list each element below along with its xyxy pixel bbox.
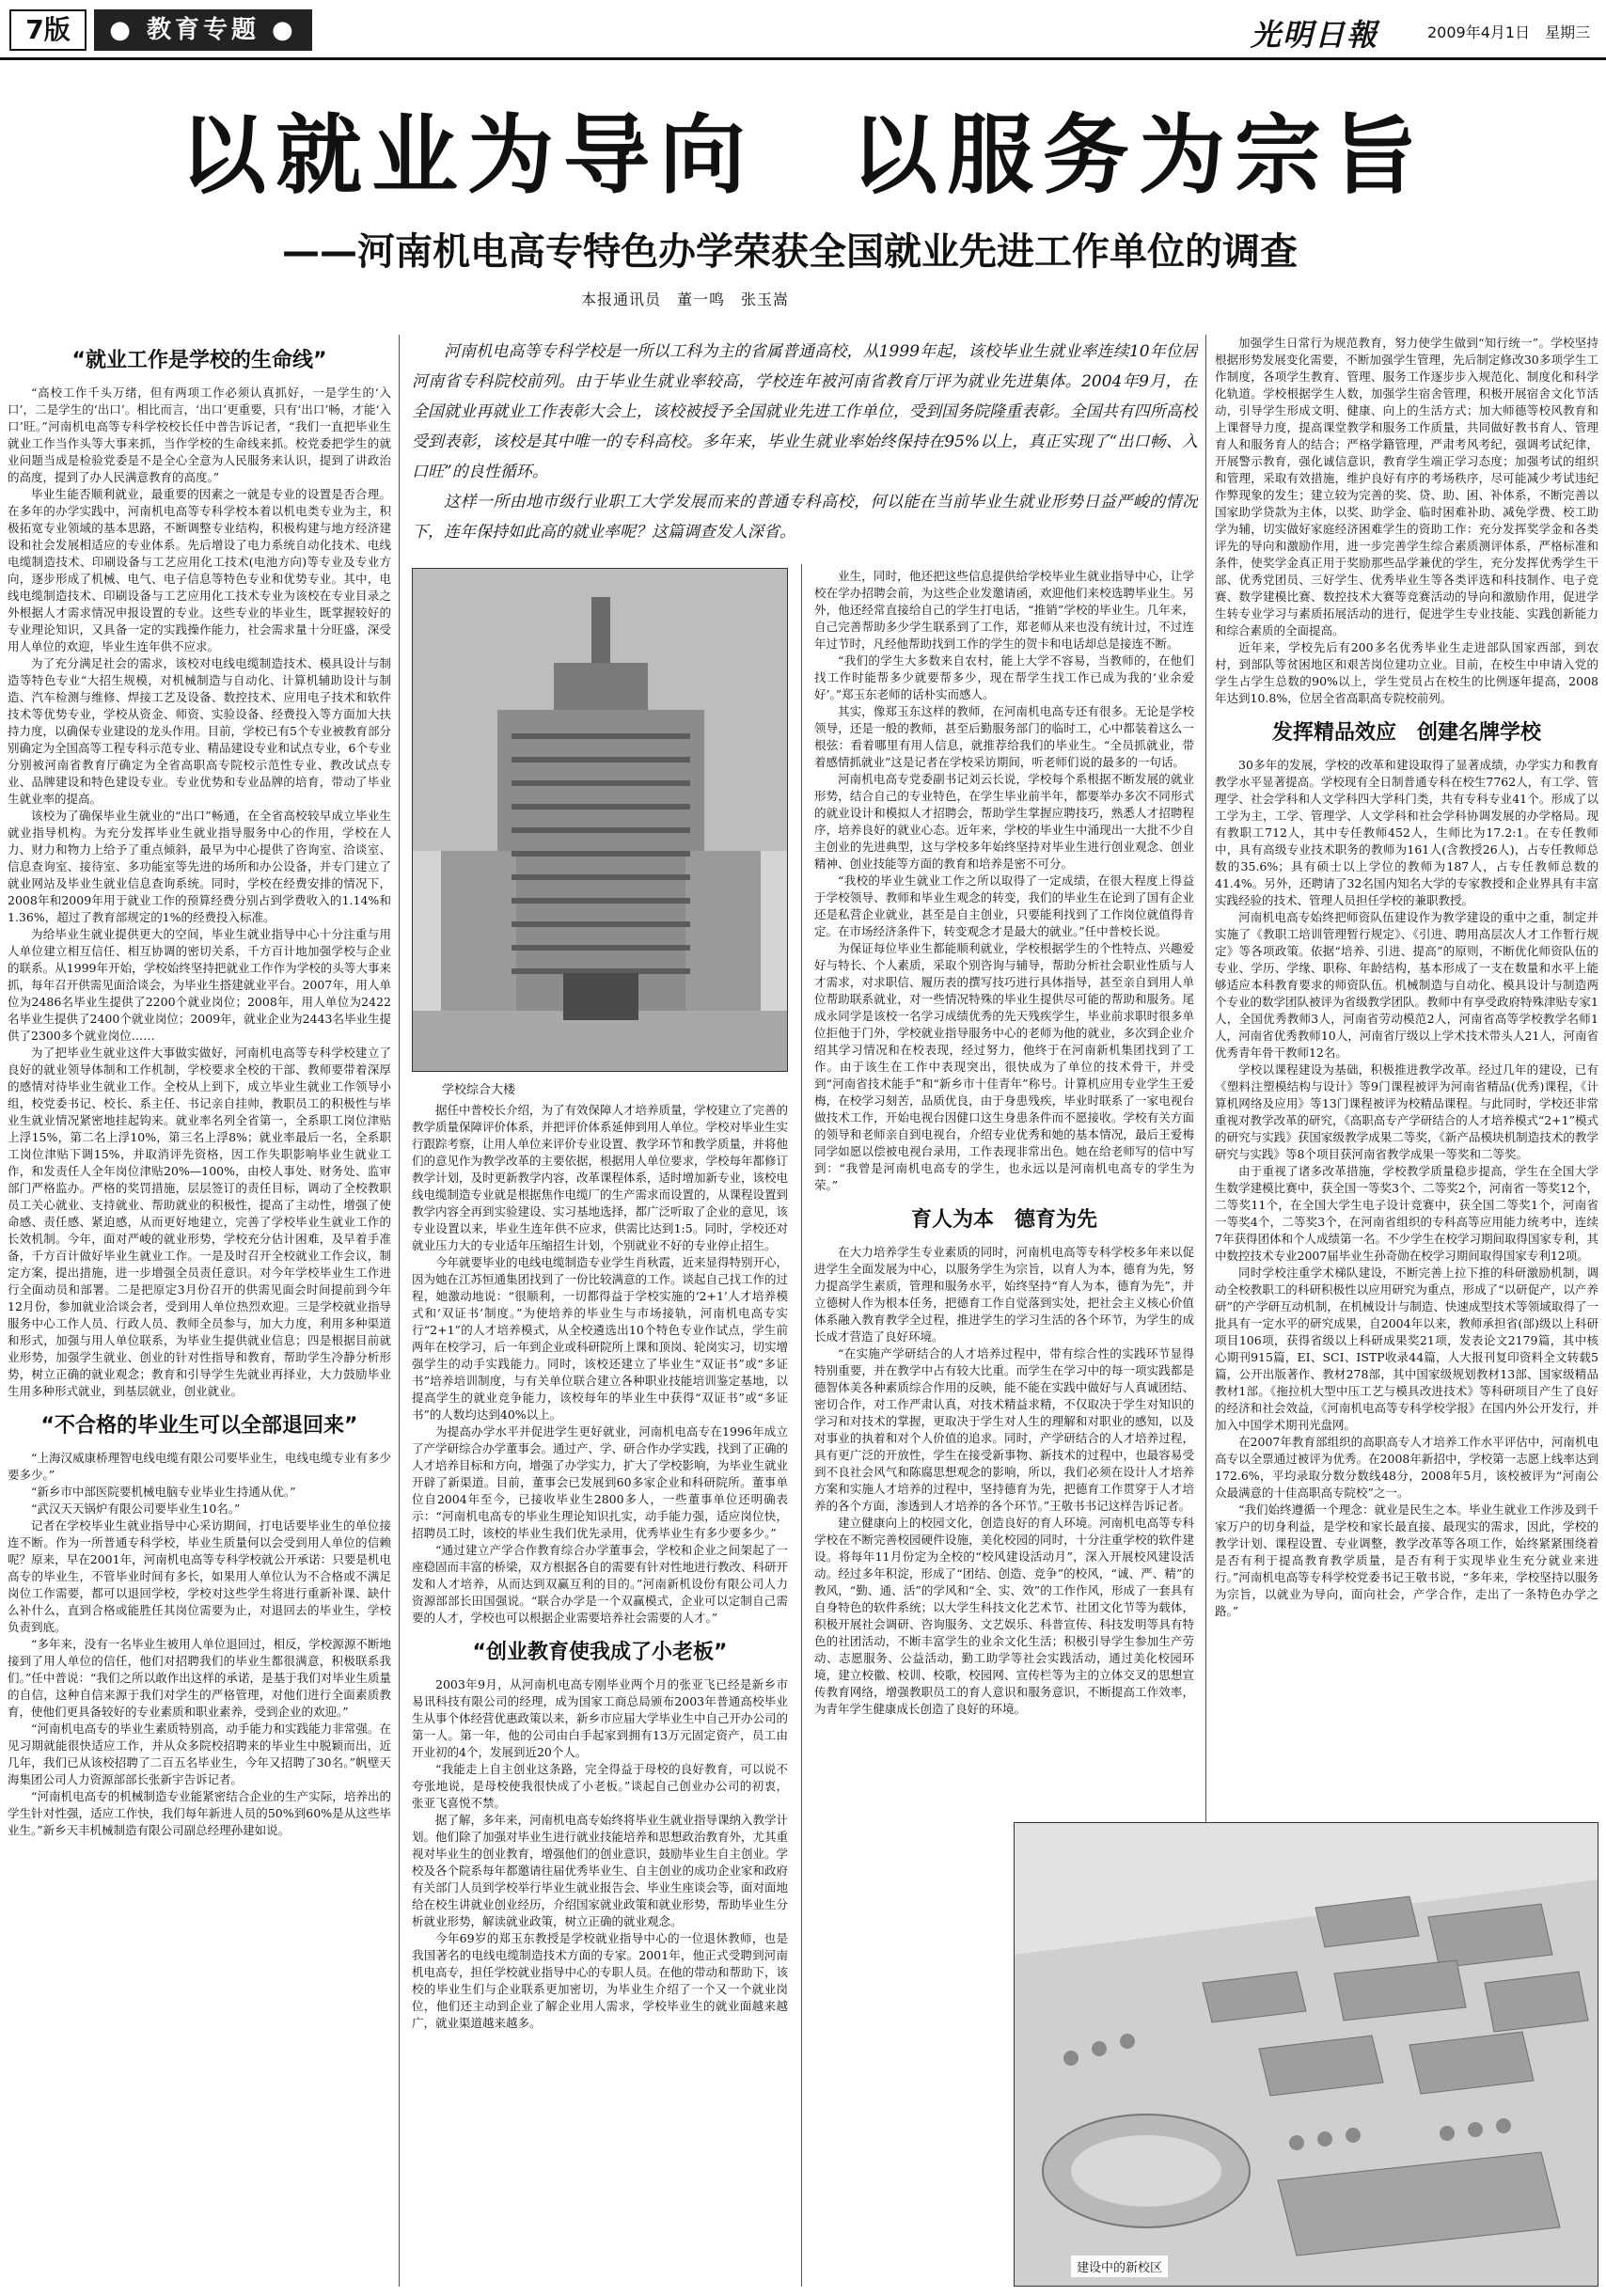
paragraph: “高校工作千头万绪，但有两项工作必须认真抓好，一是学生的‘入口’，二是学生的‘出口’。相比而言，‘出口’更重要，只有‘出口’畅，才能‘入口’旺。”河南机电高等专科学校校长任中普告诉记者，“我们一直把毕业生就业工作当作头等大事来抓，当作学校的生命线来抓。校党委把学生的就业问题当成是检验党委是不是全心全意为人民服务来认识，提到了讲政治的高度，提到了办人民满意教育的高度。”	[8, 385, 391, 484]
paragraph: 河南机电高专党委副书记刘云长说，学校每个系根据不断发展的就业形势，结合自己的专业特色，在学生毕业前半年，都要举办多次不同形式的就业设计和模拟人才招聘会，帮助学生掌握应聘技巧，熟悉人才招聘程序，培养良好的就业心态。近年来，学校的毕业生中涌现出一大批不少自主创业的先进典型，这与学校多年始终坚持对毕业生进行创业观念、创业精神、创业技能等方面的教育和培养是密不可分。	[814, 772, 1194, 871]
paragraph: 2003年9月，从河南机电高专刚毕业两个月的张亚飞已经是新乡市易讯科技有限公司的经理，成为国家工商总局颁布2003年普通高校毕业生从事个体经营优惠政策以来，新乡市应届大学毕业生中自己开办公司的第一人。第一年，他的公司由白手起家到拥有13万元固定资产，员工由开业初的4个，发展到近20个人。	[412, 1677, 788, 1759]
paragraph: 今年就要毕业的电线电缆制造专业学生肖秋霞，近来显得特别开心，因为她在江苏恒通集团找到了一份比较满意的工作。谈起自己找工作的过程，她激动地说：“很顺利，一切都得益于学校实施的‘2+1’人才培养模式和‘双证书’制度。”为使培养的毕业生与市场接轨，河南机电高专实行“2+1”的人才培养模式，从全校遴选出10个特色专业作试点，学生前两年在校学习，后一年到企业或科研院所上课和顶岗、轮岗实习，切实增强学生的动手实践能力。同时，该校还建立了毕业生“双证书”或“多证书”培养培训制度，与有关单位联合建立各种职业技能培训鉴定基地，以提高学生的就业竞争能力，该校每年的毕业生中获得“双证书”或“多证书”的人数均达到40%以上。	[412, 1255, 788, 1422]
column-divider	[801, 564, 802, 2287]
masthead	[0, 0, 1606, 60]
paragraph: 在大力培养学生专业素质的同时，河南机电高等专科学校多年来以促进学生全面发展为中心，以服务学生为宗旨，以育人为本，德育为先，努力提高学生素质，管理和服务水平，始终坚持“育人为本，德育为先”，并立德树人作为根本任务，把德育工作自觉落到实处，把社会主义核心价值体系融入教育教学全过程，推进学生的学习生活的各个环节，为学生的成长成才营造了良好环境。	[814, 1245, 1194, 1344]
paragraph: “多年来，没有一名毕业生被用人单位退回过，相反，学校源源不断地接到了用人单位的信任，他们对招聘我们的毕业生都很满意，积极联系我们。”任中普说：“我们之所以敢作出这样的承诺，是基于我们对毕业生质量的自信，这种自信来源于我们对学生的严格管理，对他们进行全面素质教育，使他们更具备较好的专业素质和职业素养，受到企业的欢迎。”	[8, 1637, 391, 1719]
paragraph: 业生，同时，他还把这些信息提供给学校毕业生就业指导中心，让学校在学办招聘会前，为这些企业发邀请函，欢迎他们来校选聘毕业生。另外，他还经常直接给自己的学生打电话，“推销”学校的毕业生。几年来，自己完善帮助多少学生联系到了工作，郑老师从来也没有统计过，不过连年过节时，凡经他帮助找到工作的学生的贺卡和电话却总是接连不断。	[814, 569, 1194, 651]
paragraph: 在2007年教育部组织的高职高专人才培养工作水平评估中，河南机电高专以全票通过被评为优秀。在2008年新招中，学校第一志愿上线率达到172.6%，平均录取分数分数线48分，2008年5月，该校被评为“河南公众最满意的十佳高职高专院校”之一。	[1215, 1435, 1598, 1500]
paragraph: “新乡市中部医院要机械电脑专业毕业生持通从优。”	[31, 1485, 296, 1499]
paragraph: 其实，像郑玉东这样的教师，在河南机电高专还有很多。无论是学校领导，还是一般的教师，甚至后勤服务部门的临时工，心中都装着这么一根弦：看着哪里有用人信息，就推荐给我们的毕业生。“全员抓就业，带着感情抓就业”这是记者在学校采访期间，听老师们说的最多的一句话。	[814, 704, 1194, 769]
paragraph: 该校为了确保毕业生就业的“出口”畅通，在全省高校较早成立毕业生就业指导机构。为充分发挥毕业生就业指导服务中心的作用，学校在人力、财力和物力上给予了重点倾斜，最早为中心提供了咨询室、洽谈室、信息查询室、接待室、多功能室等先进的场所和办公设备，并专门建立了就业网站及毕业生就业信息查询系统。同时，学校在经费安排的情况下，2008年和2009年用于就业工作的预算经费分别占到学费收入的1.14%和1.36%，超过了教育部规定的1%的经费投入标准。	[8, 809, 391, 924]
paragraph: 为保证每位毕业生都能顺利就业，学校根据学生的个性特点、兴趣爱好与特长、个人素质，采取个别咨询与辅导，帮助分析社会职业性质与人才需求，对求职信、履历表的撰写技巧进行具体指导，甚至亲自到用人单位帮助联系就业，对一些情况特殊的毕业生提供尽可能的帮助和服务。尾成永同学是该校一名学习成绩优秀的先天残疾学生，毕业前求职时很多单位拒他于门外，学校就业指导服务中心的老师为他的就业，多次到企业介绍其学习情况和在校表现，经过努力，他终于在河南新机集团找到了工作。由于该生在工作中表现突出，很快成为了单位的技术骨干，并受到“河南省技术能手”和“新乡市十佳青年”称号。计算机应用专业学生王爱梅，在校学习刻苦，品质优良，由于身患残疾，毕业时联系了一家电视台做技术工作，开始电视台因健口这生身患条件而不愿接收。学校有关方面的领导和老师亲自到电视台，介绍专业优秀和她的基本情况，最后王爱梅同学如愿以偿被电视台录用，工作表现非常出色。她在给老师写的信中写到：“我曾是河南机电高专的学生，也永远以是河南机电高专的学生为荣。”	[814, 941, 1194, 1192]
paragraph: 加强学生日常行为规范教育，努力使学生做到“知行统一”。学校坚持根据形势发展变化需要，不断加强学生管理，先后制定修改30多项学生工作制度，各项学生教育、管理、服务工作逐步步入规范化、制度化和科学化轨道。学校根据学生人数，加强学生宿舍管理，积极开展宿舍文化节活动，引导学生形成文明、健康、向上的生活方式；加大师德等校风教育和上课督导力度，提高课堂教学和服务工作质量，共同做好教书育人、管理育人和服务育人的结合；严格学籍管理，严肃考风考纪，强调考试纪律，开展警示教育，强化诚信意识，教育学生端正学习态度；加强考试的组织和管理，采取有效措施，维护良好有序的考场秩序，尽可能减少考试违纪作弊现象的发生；建立较为完善的奖、贷、助、困、补体系，不断完善以国家助学贷款为主体，以奖、助学金、临时困难补助、减免学费、校工助学为辅，切实做好家庭经济困难学生的资助工作：充分发挥奖学金和各类评先的导向和激励作用，进一步完善学生综合素质测评体系，严格标准和条件，使奖学金真正用于奖励那些品学兼优的学生，充分发挥优秀学生干部、优秀党团员、三好学生、优秀毕业生等各类评选和科技制作、电子竞赛、数学建模比赛、数控技术大赛等竞赛活动的导向和激励作用，促进学生转专业学习与素质拓展活动的进行，促进学生专业技能、实践创新能力和综合素质的全面提高。	[1215, 336, 1598, 637]
photo-caption: 建设中的新校区	[1071, 2256, 1168, 2277]
paragraph: “武汉天天锅炉有限公司要毕业生10名。”	[31, 1502, 241, 1516]
paragraph: “河南机电高专的机械制造专业能紧密结合企业的生产实际，培养出的学生针对性强，适应工作快，我们每年新进人员的50%到60%是从这些毕业生。”新乡天丰机械制造有限公司副总经理孙建如说。	[8, 1789, 391, 1837]
paragraph: “在实施产学研结合的人才培养过程中，带有综合性的实践环节显得特别重要，并在教学中占有较大比重。而学生在学习中的每一项实践都是德智体美各种素质综合作用的反映，能不能在实践中做好与人真诚团结、密切合作，对工作严肃认真，对技术精益求精，不仅取决于学生对知识的学习和对技术的掌握，更取决于学生对人生的理解和对职业的感知，以及对事业的执着和对个人价值的追求。同时，产学研结合的人才培养过程，具有更广泛的开放性，学生在接受新事物、新技术的过程中，也最容易受到不良社会风气和陈腐思想观念的影响，所以，我们必须在设计人才培养方案和实施人才培养的过程中，坚持德育为先，把德育工作贯穿于人才培养的各个方面，渗透到人才培养的各个环节。”王敬书书记这样告诉记者。	[814, 1346, 1194, 1513]
section-heading: “就业工作是学校的生命线”	[71, 349, 327, 372]
section-heading: 发挥精品效应 创建名牌学校	[1271, 721, 1541, 745]
paragraph: 今年69岁的郑玉东教授是学校就业指导中心的一位退休教师，也是我国著名的电线电缆制造技术方面的专家。2001年，他正式受聘到河南机电高专，担任学校就业指导中心的专职人员。在他的带动和帮助下，该校的毕业生们与企业联系更加密切，为毕业生介绍了一个又一个就业岗位，他们还主动到企业了解企业用人需求，学校毕业生的就业面越来越广，就业渠道越来越多。	[412, 1931, 788, 2030]
article-intro	[412, 337, 1198, 551]
paragraph: 同时学校注重学术梯队建设，不断完善上拉下推的科研激励机制，调动全校教职工的科研积极性以应用研究为重点，形成了“以研促产，以产养研”的产学研互动机制，在机械设计与制造、快速成型技术等领域取得了一批具有一定水平的研究成果，自2004年以来，教师承担省(部)级以上科研项目106项，获得省级以上科研成果奖21项，发表论文2179篇，其中核心期刊915篇，EI、SCI、ISTP收录44篇，人大报刊复印资料全文转载5篇，公开出版著作、教材278部，其中国家级规划教材13部、国家级精品教材1部。《拖拉机大型中压工艺与模具改进技术》等科研项目产生了良好的经济和社会效益，《河南机电高等专科学校学报》在国内外公开发行，并加入中国学术期刊光盘网。	[1215, 1266, 1598, 1432]
article-subtitle: ——河南机电高专特色办学荣获全国就业先进工作单位的调查	[282, 230, 1298, 274]
campus-rendering-illustration	[1015, 1823, 1598, 2287]
photo-campus-building	[412, 568, 788, 1072]
paragraph: 据了解，多年来，河南机电高专始终将毕业生就业指导课纳入教学计划。他们除了加强对毕业生进行就业技能培养和思想政治教育外，尤其重视对毕业生的创业教育，增强他们的创业意识，鼓励毕业生自主创业。学校及各个院系每年都邀请往届优秀毕业生、自主创业的成功企业家和政府有关部门人员到学校举行毕业生就业报告会、毕业生座谈会等，面对面地给在校生讲就业创业经历，介绍国家就业政策和就业形势，帮助毕业生分析就业形势，解读就业政策，树立正确的就业观念。	[412, 1813, 788, 1928]
paragraph: “上海汉威康桥理智电线电缆有限公司要毕业生，电线电缆专业有多少要多少。”	[8, 1451, 391, 1482]
column-4	[1215, 335, 1598, 1946]
paragraph: “通过建立产学合作教育综合办学董事会，学校和企业之间架起了一座稳固而丰富的桥梁，双方根据各自的需要有针对性地进行教改、科研开发和人才培养，从而达到双赢互利的目的。”河南新机设份有限公司人力资源部部长田国强说。“联合办学是一个双赢模式，企业可以定制自己需要的人才，学校也可以根据企业需要培养社会需要的人才。”	[412, 1543, 788, 1625]
intro-paragraph: 河南机电高等专科学校是一所以工科为主的省属普通高校，从1999年起，该校毕业生就业率连续10年位居河南省专科院校前列。由于毕业生就业率较高，学校连年被河南省教育厅评为就业先进集体。2004年9月，在全国就业再就业工作表彰大会上，该校被授予全国就业先进工作单位，受到国务院隆重表彰。全国共有四所高校受到表彰，该校是其中唯一的专科高校。多年来，毕业生就业率始终保持在95%以上，真正实现了“出口畅、入口旺”的良性循环。	[412, 342, 1198, 481]
paragraph: “我们始终遵循一个理念：就业是民生之本。毕业生就业工作涉及到千家万户的切身利益，是学校和家长最直接、最现实的需求，因此，学校的教学计划、课程设置、专业调整，教学改革等各项工作，始终紧紧围绕着是否有利于提高教育教学质量，是否有利于实现毕业生充分就业来进行。”河南机电高等专科学校党委书记王敬书说，“多年来，学校坚持以服务为宗旨，以就业为导向，面向社会，产学合作，走出了一条特色办学之路。”	[1215, 1502, 1598, 1618]
paragraph: 30多年的发展，学校的改革和建设取得了显著成绩，办学实力和教育教学水平显著提高。学校现有全日制普通专科在校生7762人，有工学、管理学、社会学科和人文学科四大学科门类，共有专科专业41个。形成了以工学为主，工学、管理学、人文学科和社会学科协调发展的办学格局。现有教职工712人，其中专任教师452人，生师比为17.2:1。在专任教师中，具有高级专业技术职务的教师为161人(含教授26人)，占专任教师总数的35.6%；具有硕士以上学位的教师为187人，占专任教师总数的41.4%。另外，还聘请了32名国内知名大学的专家教授和企业界具有丰富实践经验的技术、管理人员担任学校的兼职教授。	[1215, 758, 1598, 907]
paragraph: 为了充分满足社会的需求，该校对电线电缆制造技术、模具设计与制造等特色专业“大招生规模，对机械制造与自动化、计算机辅助设计与制造、汽车检测与维修、焊接工艺及设备、数控技术、应用电子技术和软件技术等优势专业，学校从资金、师资、实验设备、经费投入等方面加大扶持力度，以确保专业建设的龙头作用。目前，学校已有5个专业被教育部分别确定为全国高等工程专科示范专业、精品建设专业和试点专业，6个专业分别被河南省教育厅确定为全省高职高专院校示范性专业、教改试点专业、品牌建设和特色建设专业。专业优势和专业品牌的培育，带动了毕业生就业率的提高。	[8, 656, 391, 806]
page-number: 7版	[9, 9, 87, 51]
paragraph: 为给毕业生就业提供更大的空间，毕业生就业指导中心十分注重与用人单位建立相互信任、相互协调的密切关系，千方百计地加强学校与企业的联系。从1999年开始，学校始终坚持把就业工作作为学校的头等大事来抓，每年召开供需见面洽谈会，为毕业生搭建就业平台。2007年，用人单位为2486名毕业生提供了2200个就业岗位；2008年，用人单位为2422名毕业生提供了2400个就业岗位；2009年，就业企业为2443名毕业生提供了2300多个就业岗位……	[8, 927, 391, 1043]
section-heading: 育人为本 德育为先	[910, 1208, 1097, 1232]
paragraph: “我们的学生大多数来自农村，能上大学不容易，当教师的，在他们找工作时能帮多少就要帮多少，现在帮学生找工作已成为我的‘业余爱好’。”郑玉东老师的话朴实而感人。	[814, 653, 1194, 701]
paragraph: “我能走上自主创业这条路，完全得益于母校的良好教育，可以说不夸张地说，是母校使我很快成了小老板。”谈起自己创业办公司的初衷，张亚飞喜悦不禁。	[412, 1762, 788, 1810]
photo-caption: 学校综合大楼	[442, 1083, 516, 1097]
paragraph: 由于重视了诸多改革措施，学校教学质量稳步提高，学生在全国大学生数学建模比赛中，获全国一等奖3个、二等奖2个，河南省一等奖12个，二等奖11个，在全国大学生电子设计竞赛中，获全国二等奖1个，河南省一等奖4个，二等奖3个，在河南省组织的专科高等应用能力统考中，连续7年获得团体和个人成绩第一名。不少学生在校学习期间取得国家专利，其中数控技术专业2007届毕业生孙奇勋在校学习期间取得国家专利12项。	[1215, 1164, 1598, 1263]
intro-paragraph: 这样一所由地市级行业职工大学发展而来的普通专科高校，何以能在当前毕业生就业形势日益严峻的情况下，连年保持如此高的就业率呢？这篇调查发人深省。	[412, 493, 1198, 542]
section-label: ● 教育专题 ●	[94, 9, 312, 51]
paragraph: 为提高办学水平并促进学生更好就业，河南机电高专在1996年成立了产学研综合办学董事会。通过产、学、研合作办学实践，找到了正确的人才培养目标和方向，增强了办学实力，扩大了学校影响，为毕业生就业开辟了新渠道。目前，董事会已发展到60多家企业和科研院所。董事单位自2004年至今，已接收毕业生2800多人，一些董事单位还明确表示：“河南机电高专的毕业生理论知识扎实，动手能力强，适应岗位快，招聘员工时，该校的毕业生我们优先录用，优秀毕业生有多少要多少。”	[412, 1424, 788, 1540]
article-title: 以就业为导向 以服务为宗旨	[179, 105, 1426, 206]
article-byline: 本报通讯员 董一鸣 张玉嵩	[581, 291, 790, 308]
section-heading: “创业教育使我成了小老板”	[472, 1641, 728, 1664]
paragraph: 据任中普校长介绍，为了有效保障人才培养质量，学校建立了完善的教学质量保障评价体系，并把评价体系延伸到用人单位。学校对毕业生实行跟踪考察，让用人单位来评价专业设置、教学环节和教学质量，并将他们的意见作为教学改革的主要依据，根据用人单位要求，学校每年都修订教学计划，及时更新教学内容，改革课程体系，适时增加新专业，该校电线电缆制造专业就是根据焦作电缆厂的生产需求而设置的，从课程设置到教学内容全再到实验建设、实习基地选择，都广泛听取了企业的意见，该专业设置以来，毕业生连年供不应求，供需比达到1:5。同时，学校还对就业压力大的专业适年压缩招生计划，个别就业不好的专业停止招生。	[412, 1103, 788, 1252]
paragraph: 记者在学校毕业生就业指导中心采访期间，打电话要毕业生的单位接连不断。作为一所普通专科学校，毕业生质量何以会受到用人单位的信赖呢？原来，早在2001年，河南机电高等专科学校就公开承诺：只要是机电高专的毕业生，不管毕业时间有多长，如果用人单位认为不合格或不满足岗位工作需要，都可以退回学校，学校对这些学生将进行重新补课、缺什么补什么，直到合格或能胜任其岗位需要为止，对退回去的毕业生，学校负责到底。	[8, 1518, 391, 1634]
paragraph: 为了把毕业生就业这件大事做实做好，河南机电高等专科学校建立了良好的就业领导体制和工作机制，学校要求全校的干部、教师要带着深厚的感情对待毕业生就业工作。全校从上到下，成立毕业生就业工作领导小组，校党委书记、校长、系主任、书记亲自挂帅，教职员工的积极性与毕业生就业情况紧密地挂起钩来。就业率名列全省第一，全系职工岗位津贴上浮15%，第二名上浮10%，第三名上浮8%；就业率最后一名，全系职工岗位津贴下调15%，并取消评先资格，因工作失职影响毕业生就业工作，和发责任人全年岗位津贴20%—100%，由校人事处、财务处、监审部门严格监办。严格的奖罚措施，层层签订的责任目标，调动了全校教职员工关心就业、支持就业、帮助就业的积极性，提高了主动性，增强了使命感、责任感、紧迫感，从而更好地建立，完善了学校毕业生就业工作的长效机制。今年，面对严峻的就业形势，学校充分估计困难，及早着手准备，千方百计做好毕业生就业工作。一是及时召开全校就业工作会议，制定方案，提出措施，进一步增强全员责任意识。对今年学校毕业生工作进行全面动员和部署。二是把原定3月份召开的供需见面会时间提前到今年12月份，参加就业洽谈会者，受到用人单位热烈欢迎。三是学校就业指导服务中心工作人员、行政人员、教师全员参与，加大力度，利用多种渠道和形式，加强与用人单位联系，为毕业生提供就业信息；四是根据目前就业形势，加强学生就业、创业的针对性指导和教育，帮助学生冷静分析形势，树立正确的就业观念；教育和引导学生先就业再择业，大力鼓励毕业生用多种形式就业，到基层就业，创业就业。	[8, 1046, 391, 1398]
section-heading: “不合格的毕业生可以全部退回来”	[40, 1414, 358, 1438]
paragraph: 近年来，学校先后有200多名优秀毕业生走进部队国家西部，到农村，到部队等贫困地区和艰苦岗位建功立业。目前，在校生中申请入党的学生占学生总数的90%以上，学生党员占在校生的比例逐年提高，2008年达到10.8%，位居全省高职高专院校前列。	[1215, 640, 1598, 705]
issue-date: 2009年4月1日 星期三	[1427, 24, 1591, 41]
newspaper-logo: 光明日報	[1251, 17, 1379, 53]
column-2	[412, 1102, 788, 2287]
photo-new-campus	[1014, 1822, 1598, 2287]
column-divider	[399, 335, 400, 2287]
paragraph: “河南机电高专的毕业生素质特别高，动手能力和实践能力非常强。在见习期就能很快适应工作，并从众多院校招聘来的毕业生中脱颖而出，近几年，我们已从该校招聘了二百五名毕业生，今年又招聘了30名。”帆壁天海集团公司人力资源部部长张新宇告诉记者。	[8, 1722, 391, 1786]
building-illustration	[413, 569, 788, 1072]
paragraph: 毕业生能否顺利就业，最重要的因素之一就是专业的设置是否合理。在多年的办学实践中，河南机电高等专科学校本着以机电类专业为主，积极拓宽专业领域的基本思路，不断调整专业结构，积极构建与地方经济建设和社会发展相适应的专业体系。先后增设了电力系统自动化技术、电线电缆制造技术、印刷设备与工艺应用化工技术(电池方向)等专业及专业方向，逐步形成了机械、电气、电子信息等特色专业和优势专业。其中，电线电缆制造技术、印刷设备与工艺应用化工技术专业为该校在专业目录之外根据人才需求情况申报设置的专业。这些专业的毕业生，既掌握较好的专业理论知识，又具备一定的实践操作能力，社会需求量十分旺盛，深受用人单位的欢迎，毕业生连年供不应求。	[8, 487, 391, 653]
paragraph: “我校的毕业生就业工作之所以取得了一定成绩，在很大程度上得益于学校领导、教师和毕业生观念的转变，我们的毕业生在论到了国有企业还是私营企业就业，甚至是自主创业，只要能利找到了工作岗位就值得肯定。在市场经济条件下，转变观念才是最大的就业。”任中普校长说。	[814, 873, 1194, 938]
column-1	[8, 335, 391, 2287]
paragraph: 建立健康向上的校园文化，创造良好的育人环境。河南机电高等专科学校在不断完善校园硬件设施，美化校园的同时，十分注重学校的软件建设。将每年11月份定为全校的“校风建设活动月”，深入开展校风建设活动。经过多年积淀，形成了“团结、创造、竞争”的校风，“诚、严、精”的教风，“勤、通、活”的学风和“全、实、效”的工作作风，形成了一套具有自身特色的软件系统；以大学生科技文化艺术节、社团文化节等为载体，积极开展社会调研、咨询服务、文艺娱乐、科普宣传、科技发明等具有特色的社团活动，不断丰富学生的业余文化生活；积极引导学生参加生产劳动、志愿服务、公益活动，勤工助学等社会实践活动，通过美化校园环境，建立校徽、校训、校歌，校园网、宣传栏等为主的立体交叉的思想宣传教育网络，增强教职员工的育人意识和服务意识，不断提高工作效率，为青年学生健康成长创造了良好的环境。	[814, 1516, 1194, 1716]
paragraph: 河南机电高专始终把师资队伍建设作为教学建设的重中之重，制定并实施了《教职工培训管理暂行规定》、《引进、聘用高层次人才工作暂行规定》等各项政策。依据“培养、引进、提高”的原则，不断优化师资队伍的专业、学历、学缘、职称、年龄结构，基本形成了一支在数量和水平上能够适应本科教育要求的师资队伍。机械制造与自动化、模具设计与制造两个专业的数学团队被评为省级教学团队。教师中有享受政府特殊津贴专家1人，全国优秀教师3人，河南省劳动模范2人，河南省高等学校教学名师1人，河南省优秀教师10人，河南省厅级以上学术技术带头人21人，河南省优秀青年骨干教师12名。	[1215, 910, 1598, 1060]
paragraph: 学校以课程建设为基础，积极推进教学改革。经过几年的建设，已有《塑料注塑模结构与设计》等9门课程被评为河南省精品(优秀)课程，《计算机网络及应用》等13门课程被评为校精品课程。与此同时，学校还非常重视对教学改革的研究，《高职高专产学研结合的人才培养模式“2+1”模式的研究与实践》获国家级教学成果二等奖，《新产品模块机制造技术的教学研究与实践》等8个项目获河南省教学成果一等奖和二等奖。	[1215, 1062, 1598, 1161]
